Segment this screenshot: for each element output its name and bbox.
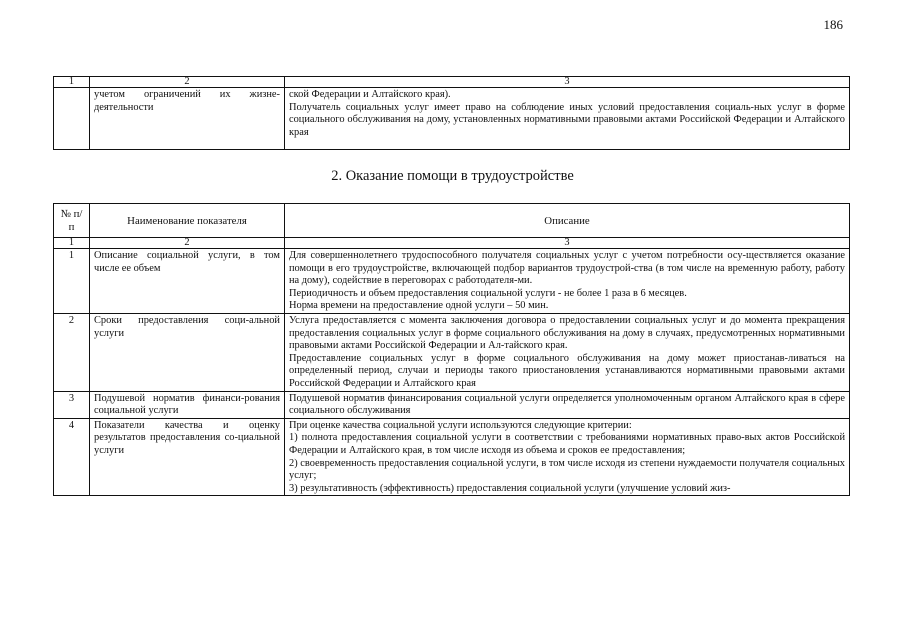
col-num: 2 (90, 238, 285, 249)
column-number-row (54, 77, 850, 88)
header-row (54, 204, 850, 238)
col-num: 1 (54, 77, 90, 88)
description-text: ской Федерации и Алтайского края). (289, 89, 451, 100)
description-text: При оценке качества социальной услуги используются следующие критерии: (289, 419, 632, 431)
row-num: 2 (54, 313, 90, 391)
description-cell (285, 391, 850, 418)
col-num: 2 (90, 77, 285, 88)
row-num: 1 (54, 249, 90, 314)
description-text: 1) полнота предоставления социальной услуги в соответствии с требованиями нормативных право-вых актов Российской Федерации и Алтайского края, в том числе исходя из объема и сроков ее предоставления; (289, 432, 845, 456)
indicator-name: Показатели качества и оценку результатов предоставления со-циальной услуги (90, 418, 285, 496)
description-text: 2) своевременность предоставления социальной услуги, в том числе исходя из степени нуждаемости получателя социальных услуг; (289, 457, 845, 482)
description-text: Норма времени на предоставление одной услуги – 50 мин. (289, 300, 549, 312)
table-row (54, 391, 850, 418)
continuation-table (53, 76, 850, 150)
section-title: 2. Оказание помощи в трудоустройстве (331, 168, 574, 184)
description-cell (285, 313, 850, 391)
row-num: 4 (54, 418, 90, 496)
description-cell (285, 418, 850, 496)
description-text: Периодичность и объем предоставления социальной услуги - не более 1 раза в 6 месяцев. (289, 287, 687, 299)
table-row (54, 88, 850, 150)
description-text: Услуга предоставляется с момента заключения договора о предоставлении социальных услуг и до момента прекращения предоставления социальных услуг в форме социального обслуживания на дому в случаях, предусмотренных нормативными правовыми актами Российской Федерации и Ал-тайского края. (289, 314, 845, 352)
column-number-row (54, 238, 850, 249)
table-row (54, 249, 850, 314)
description-cell (285, 249, 850, 314)
header-cell-name: Наименование показателя (90, 204, 285, 238)
indicator-name: Сроки предоставления соци-альной услуги (90, 313, 285, 391)
table-row (54, 313, 850, 391)
description-text: Подушевой норматив финансирования социальной услуги определяется уполномоченным органом Алтайского края в сфере социального обслуживания (289, 392, 845, 417)
services-table (53, 203, 850, 496)
header-cell-num: № п/п (54, 204, 90, 238)
col-num: 1 (54, 238, 90, 249)
indicator-name: Описание социальной услуги, в том числе ее объем (90, 249, 285, 314)
table-row (54, 418, 850, 496)
description-text: Для совершеннолетнего трудоспособного получателя социальных услуг с учетом потребности осу-ществляется оказание помощи в его трудоустройстве, включающей подбор вариантов трудоустрой-ства (в том числе на временную работу, работу на дому), содействие в переговорах с работодателя-ми. (289, 250, 845, 287)
description-text: Получатель социальных услуг имеет право на соблюдение иных условий предоставления социаль-ных услуг в форме социального обслуживания на дому, установленных нормативными правовыми актами Российской Федерации и Алтайского края (289, 101, 845, 138)
description-text: Предоставление социальных услуг в форме социального обслуживания на дому может приостанав-ливаться на определенный период, случаи и периоды такого приостановления устанавливаются нормативными правовыми актами Российской Федерации и Алтайского края (289, 352, 845, 389)
col-num: 3 (285, 77, 850, 88)
col-num: 3 (285, 238, 850, 249)
row-num: 3 (54, 391, 90, 418)
description-cell (285, 88, 850, 150)
page-number: 186 (823, 17, 843, 32)
header-cell-description: Описание (285, 204, 850, 238)
indicator-name: Подушевой норматив финанси-рования социальной услуги (90, 391, 285, 418)
row-num-cell (54, 88, 90, 150)
description-text: 3) результативность (эффективность) предоставления социальной услуги (улучшение условий жиз- (289, 482, 731, 494)
indicator-cell: учетом ограничений их жизне-деятельности (90, 88, 285, 150)
